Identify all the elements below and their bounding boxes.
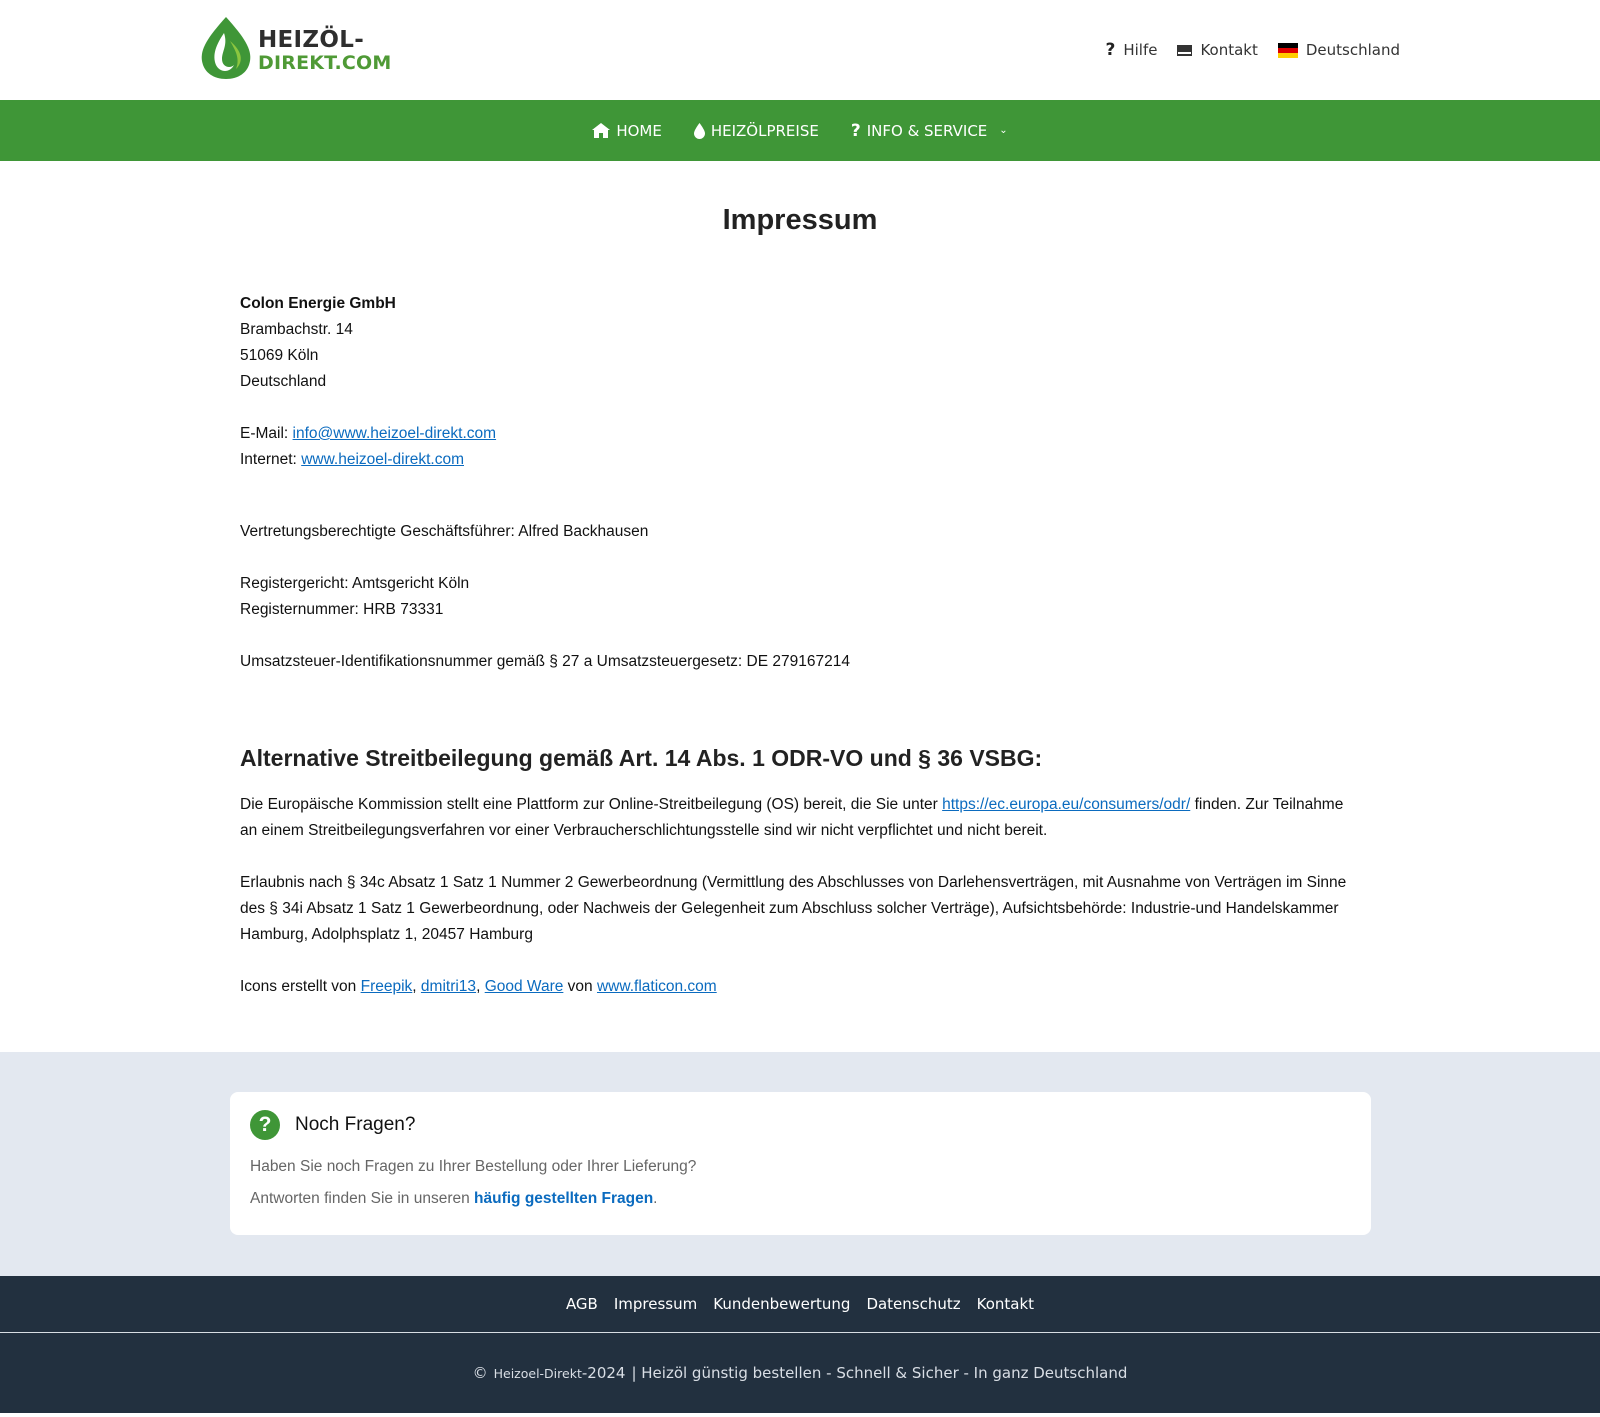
company-address bbox=[240, 291, 1360, 395]
freepik-link[interactable]: Freepik bbox=[360, 978, 413, 995]
ceo-info: Vertretungsberechtigte Geschäftsführer: Alfred Backhausen bbox=[240, 523, 649, 540]
questions-card bbox=[230, 1092, 1371, 1235]
logo-line1: HEIZÖL- bbox=[258, 27, 365, 53]
copyright-year: -2024 bbox=[581, 1364, 626, 1382]
company-country: Deutschland bbox=[240, 373, 327, 390]
register-number: Registernummer: HRB 73331 bbox=[240, 601, 444, 618]
register-info bbox=[240, 571, 1360, 623]
answer-suffix: . bbox=[653, 1190, 658, 1207]
company-name: Colon Energie GmbH bbox=[240, 295, 396, 312]
icons-sep1: , bbox=[412, 978, 421, 995]
dispute-text-1: Die Europäische Kommission stellt eine Plattform zur Online-Streitbeilegung (OS) bereit, die Sie unter bbox=[240, 796, 943, 813]
footer-tagline: | Heizöl günstig bestellen - Schnell & Sicher - In ganz Deutschland bbox=[631, 1364, 1128, 1382]
nav-info-label: INFO & SERVICE bbox=[866, 121, 988, 140]
internet-label: Internet: bbox=[240, 451, 302, 468]
nav-home-label: HOME bbox=[616, 121, 662, 140]
icons-von: von bbox=[563, 978, 597, 995]
question-icon: ? bbox=[1105, 40, 1116, 60]
help-label: Hilfe bbox=[1123, 41, 1158, 59]
company-street: Brambachstr. 14 bbox=[240, 321, 353, 338]
footer-link-datenschutz[interactable]: Datenschutz bbox=[866, 1295, 961, 1313]
questions-section bbox=[0, 1052, 1600, 1276]
oil-drop-icon bbox=[694, 123, 705, 139]
contact-link[interactable] bbox=[1177, 40, 1257, 60]
main-content bbox=[0, 204, 1600, 1000]
footer-link-kontakt[interactable]: Kontakt bbox=[976, 1295, 1035, 1313]
nav-prices-label: HEIZÖLPREISE bbox=[710, 121, 819, 140]
questions-answer bbox=[250, 1190, 1351, 1208]
good-ware-link[interactable]: Good Ware bbox=[484, 978, 564, 995]
questions-text: Haben Sie noch Fragen zu Ihrer Bestellung oder Ihrer Lieferung? bbox=[250, 1158, 697, 1175]
permission-text: Erlaubnis nach § 34c Absatz 1 Satz 1 Nummer 2 Gewerbeordnung (Vermittlung des Abschlusses von Darlehensverträgen, mit Ausnahme von Verträgen im Sinne des § 34i Absatz 1 Satz 1 Gewerbeordnung, oder Nachweis der Gelegenheit zum Abschluss solcher Verträge), Aufsichtsbehörde: Industrie-und Handelskammer Hamburg, Adolphsplatz 1, 20457 Hamburg bbox=[240, 874, 1347, 943]
flame-leaf-icon bbox=[200, 15, 252, 81]
help-link[interactable] bbox=[1105, 40, 1157, 60]
top-links bbox=[1105, 40, 1400, 60]
odr-link[interactable]: https://ec.europa.eu/consumers/odr/ bbox=[942, 796, 1191, 813]
copyright-symbol: © bbox=[472, 1364, 488, 1382]
email-row bbox=[240, 421, 1360, 447]
question-circle-icon: ? bbox=[250, 1110, 280, 1140]
footer-link-impressum[interactable]: Impressum bbox=[613, 1295, 698, 1313]
footer-link-kundenbewertung[interactable]: Kundenbewertung bbox=[713, 1295, 851, 1313]
faq-link[interactable]: häufig gestellten Fragen bbox=[474, 1190, 654, 1207]
nav-home[interactable] bbox=[592, 122, 662, 140]
email-link[interactable]: info@www.heizoel-direkt.com bbox=[292, 425, 497, 442]
email-label: E-Mail: bbox=[240, 425, 293, 442]
main-nav bbox=[0, 100, 1600, 161]
contact-label: Kontakt bbox=[1200, 41, 1258, 59]
envelope-icon bbox=[1177, 45, 1192, 56]
questions-title: Noch Fragen? bbox=[295, 1114, 416, 1135]
questions-card-header bbox=[250, 1110, 1351, 1140]
icons-sep2: , bbox=[476, 978, 485, 995]
register-court: Registergericht: Amtsgericht Köln bbox=[240, 575, 470, 592]
dispute-text bbox=[240, 792, 1360, 844]
chevron-down-icon: ⌄ bbox=[999, 125, 1008, 136]
answer-prefix: Antworten finden Sie in unseren bbox=[250, 1190, 475, 1207]
home-icon bbox=[592, 123, 610, 138]
dispute-heading: Alternative Streitbeilegung gemäß Art. 14 Abs. 1 ODR-VO und § 36 VSBG: bbox=[240, 745, 1043, 771]
contact-info bbox=[240, 421, 1360, 473]
icons-credit bbox=[240, 974, 1360, 1000]
copyright-brand: Heizoel-Direkt bbox=[493, 1365, 582, 1381]
site-header bbox=[0, 0, 1600, 100]
dmitri13-link[interactable]: dmitri13 bbox=[420, 978, 477, 995]
vat-info: Umsatzsteuer-Identifikationsnummer gemäß § 27 a Umsatzsteuergesetz: DE 279167214 bbox=[240, 653, 850, 670]
footer-link-agb[interactable]: AGB bbox=[565, 1295, 598, 1313]
question-icon: ? bbox=[850, 120, 861, 141]
country-selector[interactable] bbox=[1278, 40, 1400, 60]
site-logo[interactable] bbox=[200, 15, 405, 83]
website-link[interactable]: www.heizoel-direkt.com bbox=[301, 451, 464, 468]
german-flag-icon bbox=[1278, 43, 1298, 58]
icons-prefix: Icons erstellt von bbox=[240, 978, 361, 995]
footer-copyright bbox=[0, 1333, 1600, 1413]
nav-prices[interactable] bbox=[694, 122, 819, 140]
logo-text bbox=[258, 29, 391, 75]
country-label: Deutschland bbox=[1305, 41, 1400, 59]
internet-row bbox=[240, 447, 1360, 473]
nav-info-service[interactable] bbox=[851, 121, 1008, 141]
logo-line2: DIREKT.COM bbox=[258, 52, 392, 74]
dispute-text-2: finden. Zur Teilnahme an einem Streitbeilegungsverfahren vor einer Verbraucherschlichtungsstelle sind wir nicht verpflichtet und nicht bereit. bbox=[240, 796, 1344, 839]
company-city: 51069 Köln bbox=[240, 347, 319, 364]
flaticon-link[interactable]: www.flaticon.com bbox=[596, 978, 717, 995]
footer-nav bbox=[0, 1276, 1600, 1333]
page-title: Impressum bbox=[722, 204, 878, 236]
